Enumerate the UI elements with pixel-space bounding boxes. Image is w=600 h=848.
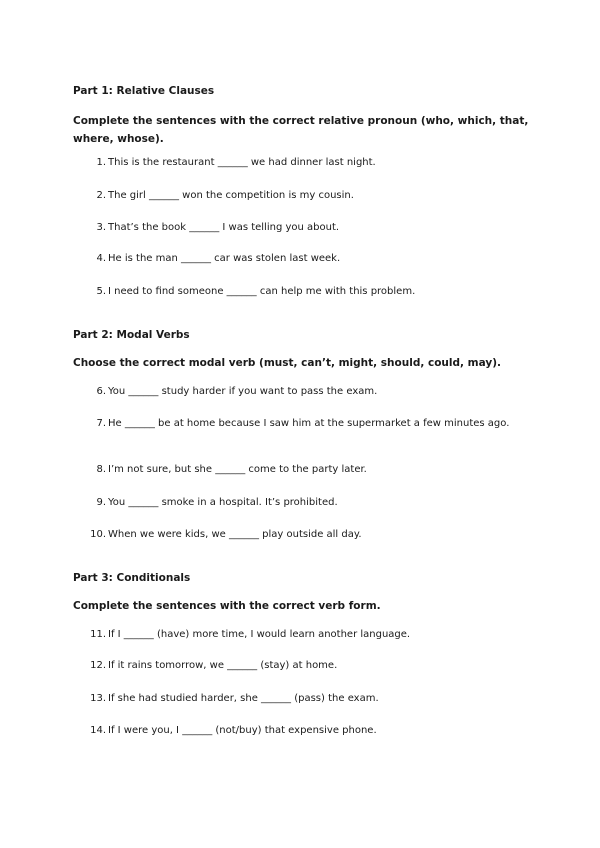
item-number: 9. [96, 497, 106, 508]
item-number: 1. [96, 157, 106, 168]
part2-title: Part 2: Modal Verbs [73, 329, 190, 341]
part3-title: Part 3: Conditionals [73, 572, 191, 584]
list-item [88, 187, 528, 204]
item-number: 10. [90, 529, 106, 540]
list-item [88, 154, 528, 171]
list-item [88, 722, 528, 739]
item-number: 11. [90, 629, 106, 640]
item-text: I’m not sure, but she ______ come to the party later. [108, 464, 367, 475]
list-item [88, 657, 528, 674]
list-item [88, 219, 528, 236]
list-item [88, 626, 528, 643]
item-number: 5. [96, 286, 106, 297]
item-text: That’s the book ______ I was telling you about. [108, 222, 340, 233]
item-number: 7. [96, 418, 106, 429]
item-number: 2. [96, 190, 106, 201]
item-text: You ______ study harder if you want to pass the exam. [108, 386, 378, 397]
item-number: 12. [90, 660, 106, 671]
item-text: I need to find someone ______ can help me with this problem. [108, 286, 416, 297]
item-number: 14. [90, 725, 106, 736]
part1-title: Part 1: Relative Clauses [73, 85, 215, 97]
list-item [88, 494, 528, 511]
list-item [88, 461, 528, 478]
list-item [88, 383, 528, 400]
item-text: If I were you, I ______ (not/buy) that expensive phone. [108, 725, 377, 736]
item-text: The girl ______ won the competition is my cousin. [108, 190, 354, 201]
item-text: If it rains tomorrow, we ______ (stay) at home. [108, 660, 338, 671]
part2-instruction: Choose the correct modal verb (must, can’t, might, should, could, may). [73, 357, 501, 369]
item-text: You ______ smoke in a hospital. It’s prohibited. [108, 497, 338, 508]
item-number: 8. [96, 464, 106, 475]
item-number: 6. [96, 386, 106, 397]
item-number: 4. [96, 253, 106, 264]
item-text: When we were kids, we ______ play outside all day. [108, 529, 362, 540]
list-item [88, 250, 528, 267]
part3-instruction: Complete the sentences with the correct verb form. [73, 600, 381, 612]
list-item [88, 526, 528, 543]
item-text: This is the restaurant ______ we had dinner last night. [108, 157, 376, 168]
item-text: He is the man ______ car was stolen last week. [108, 253, 341, 264]
item-number: 3. [96, 222, 106, 233]
list-item [88, 415, 528, 432]
item-number: 13. [90, 693, 106, 704]
item-text: If she had studied harder, she ______ (pass) the exam. [108, 693, 379, 704]
list-item [88, 283, 528, 300]
list-item [88, 690, 528, 707]
item-text: He ______ be at home because I saw him at the supermarket a few minutes ago. [108, 418, 510, 429]
part1-instruction: Complete the sentences with the correct relative pronoun (who, which, that, where, whose). [73, 115, 529, 145]
item-text: If I ______ (have) more time, I would learn another language. [108, 629, 411, 640]
